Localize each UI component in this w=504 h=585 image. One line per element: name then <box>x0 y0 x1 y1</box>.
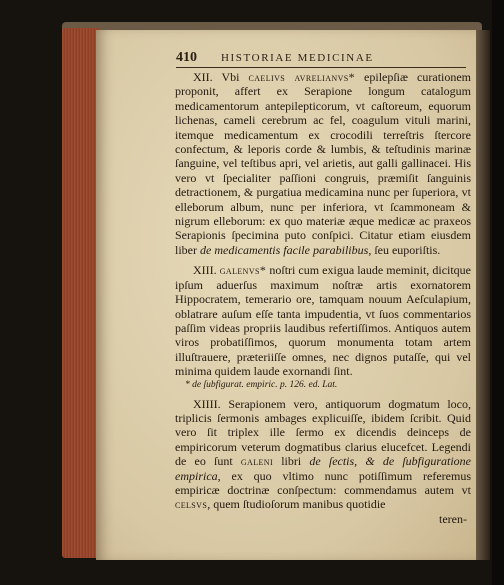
paragraph-text: , quem ſtudioſorum manibus quotidie <box>207 497 386 512</box>
footnote: * de ſubfigurat. empiric. p. 126. ed. Lat. <box>185 379 338 390</box>
background-bar <box>492 0 504 585</box>
paragraph-text: libri <box>281 454 302 469</box>
author-name: caelivs avrelianvs* <box>248 70 355 84</box>
section-numeral: XIIII. <box>193 396 221 411</box>
header-rule <box>176 67 466 68</box>
paragraph-xiii <box>175 263 471 378</box>
running-head: HISTORIAE MEDICINAE <box>221 52 374 64</box>
paragraph-xii <box>175 70 471 257</box>
paragraph-text: Serapionem vero, antiquorum dogmatum loco, triplicis ſermonis ambages explicuiſſe, ibidem ſcribit. Quid vero ſit triplex ille ſermo ex dicendis deinceps de empiricorum veterum dogmatibus clarius elucefcet. Legendi de eo ſunt <box>175 396 472 469</box>
paragraph-tail: , ſeu euporiſtis. <box>368 242 441 257</box>
book-gutter <box>476 30 490 560</box>
book-page-edges <box>62 28 100 558</box>
book-title: de ſectis, & de ſubfiguratione empirica <box>175 454 472 483</box>
page-number: 410 <box>176 50 197 65</box>
catchword: teren- <box>439 511 467 526</box>
author-name: celsvs <box>175 497 208 512</box>
paragraph-text: epilepſiæ curationem proponit, affert ex Serapione longum catalogum medicamentorum antepilepticorum, vt caſtoreum, equorum lichenas, cameli cerebrum ac fel, coagulum vituli marini, itemque medicamentum ex crocodili terreſtris ſtercore confectum, & leporis corde & lumbis, & teſtudinis marinæ ſanguine, vel teſtibus apri, vel arietis, aut galli gallinacei. His vero vt ſpecialiter paſſioni congruis, præmiſit ſanguinis detractionem, & purgatiua medicamina nunc per ſuperiora, vt elleborum album, nunc per inferiora, vt ſcammoneam & nigrum elleborum: ex quo materiæ æque medicæ ac praxeos Serapionis ſpecimina puto conſpici. Citatur etiam eiusdem liber <box>175 70 472 257</box>
paragraph-text: noſtri cum exigua laude meminit, dicitque ipſum aduerſus maximum noſtræ artis exornatorem Hippocratem, temerario ore, tamquam nouum Aeſculapium, oblatrare auſum eſſe tanta impudentia, vt ſuos commentarios paſſim videas propriis laudibus refertiſſimos. Antiquos autem viros probatiſſimos, quorum monumenta totam artem illuſtrauere, præteriiſſe omnes, nec dignos putaſſe, qui vel minima quidem laude exornandi ſint. <box>175 263 472 379</box>
page-header <box>176 50 472 66</box>
author-name: galeni <box>240 454 274 469</box>
paragraph-xiiii <box>175 397 471 512</box>
book-title: de medicamentis facile parabilibus <box>200 242 369 257</box>
paragraph-text: , ex quo vltimo nunc potiſſimum referemus empiricæ doctrinæ conſpectum: commendamus autem vt <box>175 468 471 497</box>
page-body <box>175 70 471 526</box>
section-numeral: XIII. <box>193 263 217 278</box>
author-name: galenvs* <box>219 263 267 278</box>
section-numeral: XII. <box>193 70 213 84</box>
paragraph-lead: Vbi <box>221 70 240 84</box>
